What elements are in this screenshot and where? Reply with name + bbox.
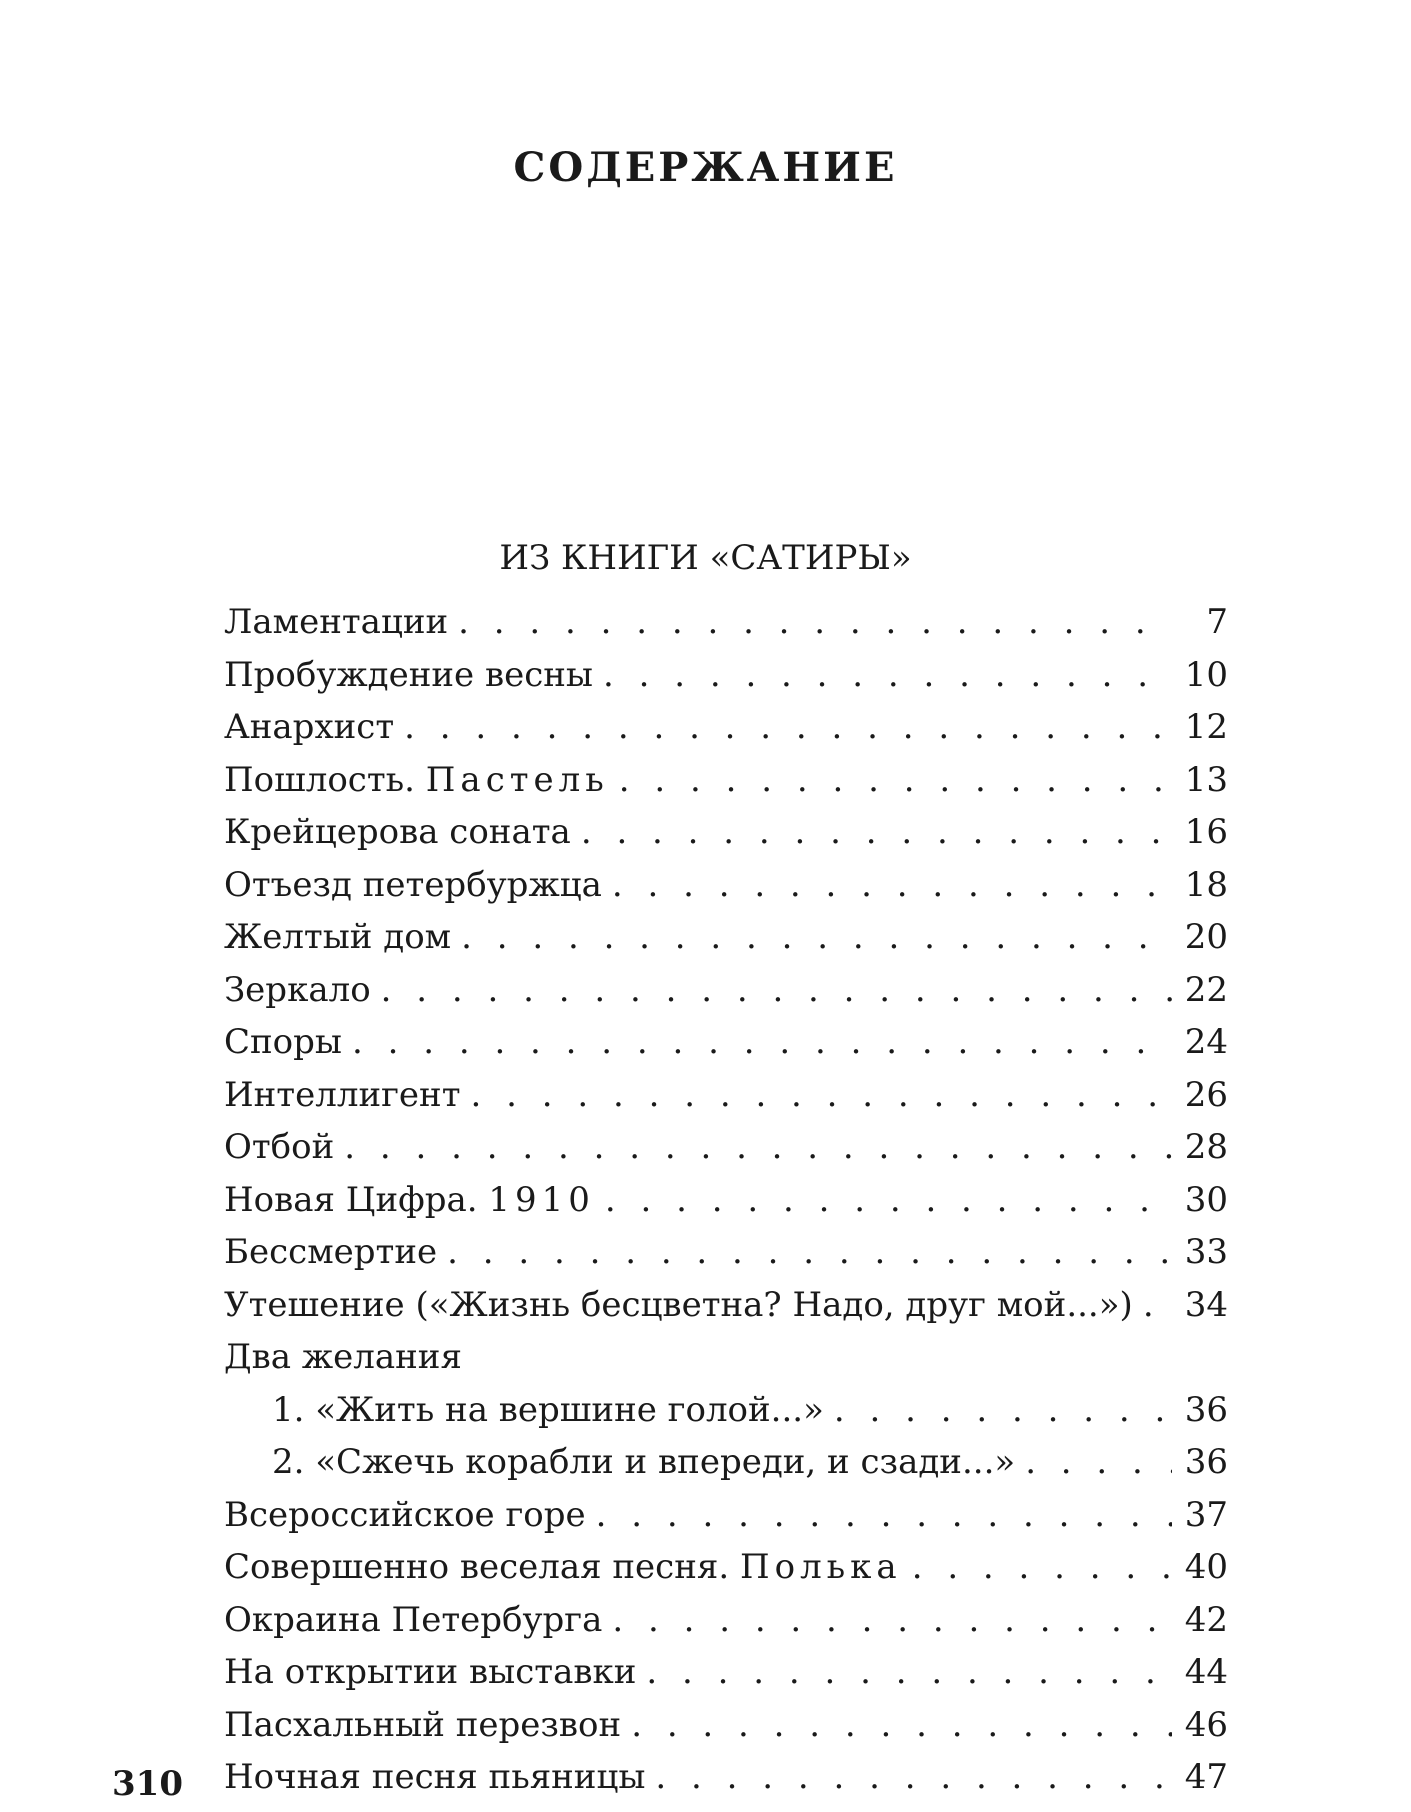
toc-entry-title: Два желания	[224, 1331, 472, 1384]
dot-leader	[1143, 1279, 1172, 1332]
dot-leader	[631, 1699, 1172, 1752]
toc-entry-title: Зеркало	[224, 964, 381, 1017]
toc-entry	[224, 1646, 1228, 1699]
toc-entry-page: 47	[1184, 1757, 1228, 1797]
toc-entry-title: Интеллигент	[224, 1069, 471, 1122]
dot-leader	[1025, 1436, 1172, 1489]
toc-entry	[224, 1279, 1228, 1332]
toc-entry-page: 40	[1184, 1547, 1228, 1587]
toc-entry-title: 1. «Жить на вершине голой...»	[272, 1384, 834, 1437]
toc-entry-page: 13	[1184, 759, 1228, 800]
toc-entry	[224, 1121, 1228, 1174]
toc-entry-title: Отъезд петербуржца	[224, 859, 612, 912]
toc-entry-subtitle: Полька	[739, 1547, 902, 1587]
toc-entry	[224, 1016, 1228, 1069]
toc-entry-title: Отбой	[224, 1121, 344, 1174]
toc-entry	[224, 1226, 1228, 1279]
toc-entry-title: Ночная песня пьяницы	[224, 1751, 655, 1804]
toc-entry-page: 46	[1184, 1704, 1228, 1745]
toc-entry	[224, 1489, 1228, 1542]
dot-leader	[912, 1541, 1172, 1594]
toc-entry-page: 26	[1184, 1074, 1228, 1115]
toc-group-heading	[224, 1331, 1228, 1384]
dot-leader	[655, 1751, 1172, 1804]
dot-leader	[646, 1646, 1172, 1699]
dot-leader	[612, 1594, 1172, 1647]
toc-entry-page: 18	[1184, 864, 1228, 905]
toc-entry-title: Окраина Петербурга	[224, 1594, 612, 1647]
toc-entry-page: 12	[1184, 707, 1228, 747]
toc-subentry	[224, 1384, 1228, 1437]
page-number: 310	[112, 1764, 183, 1804]
toc-entry-page: 34	[1184, 1284, 1228, 1325]
toc-entry	[224, 964, 1228, 1017]
dot-leader	[834, 1384, 1172, 1437]
dot-leader	[458, 596, 1172, 649]
toc-entry	[224, 1541, 1228, 1594]
toc-entry-title: Совершенно веселая песня. Полька	[224, 1541, 912, 1594]
dot-leader	[581, 806, 1172, 859]
toc-entry-page: 24	[1184, 1022, 1228, 1062]
toc-entry-page: 36	[1184, 1442, 1228, 1482]
toc-entry-title: 2. «Сжечь корабли и впереди, и сзади...»	[272, 1436, 1025, 1489]
toc-entry	[224, 859, 1228, 912]
toc-entry	[224, 806, 1228, 859]
toc-entry	[224, 649, 1228, 702]
toc-entry-page: 42	[1184, 1599, 1228, 1640]
dot-leader	[461, 911, 1172, 964]
dot-leader	[605, 1174, 1172, 1227]
toc-entry-page: 10	[1184, 654, 1228, 695]
section-heading: ИЗ КНИГИ «САТИРЫ»	[499, 538, 912, 578]
toc-entry	[224, 911, 1228, 964]
toc-entry-page: 37	[1184, 1494, 1228, 1535]
toc-entry-title: Пасхальный перезвон	[224, 1699, 631, 1752]
toc-entry-title: Ламентации	[224, 596, 458, 649]
toc-entry-page: 22	[1184, 969, 1228, 1010]
toc-entry-subtitle: Пастель	[425, 759, 609, 800]
toc-entry-page: 33	[1184, 1232, 1228, 1272]
dot-leader	[612, 859, 1172, 912]
toc-entry-page: 20	[1184, 917, 1228, 957]
toc-entry	[224, 701, 1228, 754]
dot-leader	[404, 701, 1172, 754]
toc-entry-title: Пошлость. Пастель	[224, 754, 619, 807]
toc-entry-page: 7	[1206, 602, 1228, 642]
dot-leader	[447, 1226, 1172, 1279]
toc-subentry	[224, 1436, 1228, 1489]
toc-entry-title: Всероссийское горе	[224, 1489, 596, 1542]
toc-entry-title: Новая Цифра. 1910	[224, 1174, 605, 1227]
toc-entry	[224, 1751, 1228, 1804]
toc-entry-page: 30	[1184, 1179, 1228, 1220]
dot-leader	[596, 1489, 1172, 1542]
dot-leader	[619, 754, 1172, 807]
table-of-contents	[224, 596, 1228, 1804]
dot-leader	[471, 1069, 1172, 1122]
toc-entry-title: Бессмертие	[224, 1226, 447, 1279]
toc-entry-page: 16	[1184, 812, 1228, 852]
toc-entry-title: Споры	[224, 1016, 352, 1069]
toc-entry-page: 28	[1184, 1127, 1228, 1167]
toc-entry-page: 36	[1184, 1389, 1228, 1430]
dot-leader	[603, 649, 1172, 702]
toc-entry-title: Анархист	[224, 701, 404, 754]
dot-leader	[352, 1016, 1172, 1069]
toc-entry-page: 44	[1184, 1652, 1228, 1692]
page-title: СОДЕРЖАНИЕ	[513, 144, 898, 191]
dot-leader	[381, 964, 1172, 1017]
toc-entry-title: Крейцерова соната	[224, 806, 581, 859]
toc-entry-title: Утешение («Жизнь бесцветна? Надо, друг мой...»)	[224, 1279, 1143, 1332]
toc-entry-subtitle: 1910	[488, 1179, 595, 1220]
toc-entry	[224, 596, 1228, 649]
toc-entry-title: На открытии выставки	[224, 1646, 646, 1699]
toc-entry-title: Пробуждение весны	[224, 649, 603, 702]
toc-entry	[224, 1174, 1228, 1227]
toc-entry	[224, 1699, 1228, 1752]
dot-leader	[344, 1121, 1172, 1174]
toc-entry	[224, 1594, 1228, 1647]
toc-entry-title: Желтый дом	[224, 911, 461, 964]
toc-entry	[224, 754, 1228, 807]
toc-entry	[224, 1069, 1228, 1122]
